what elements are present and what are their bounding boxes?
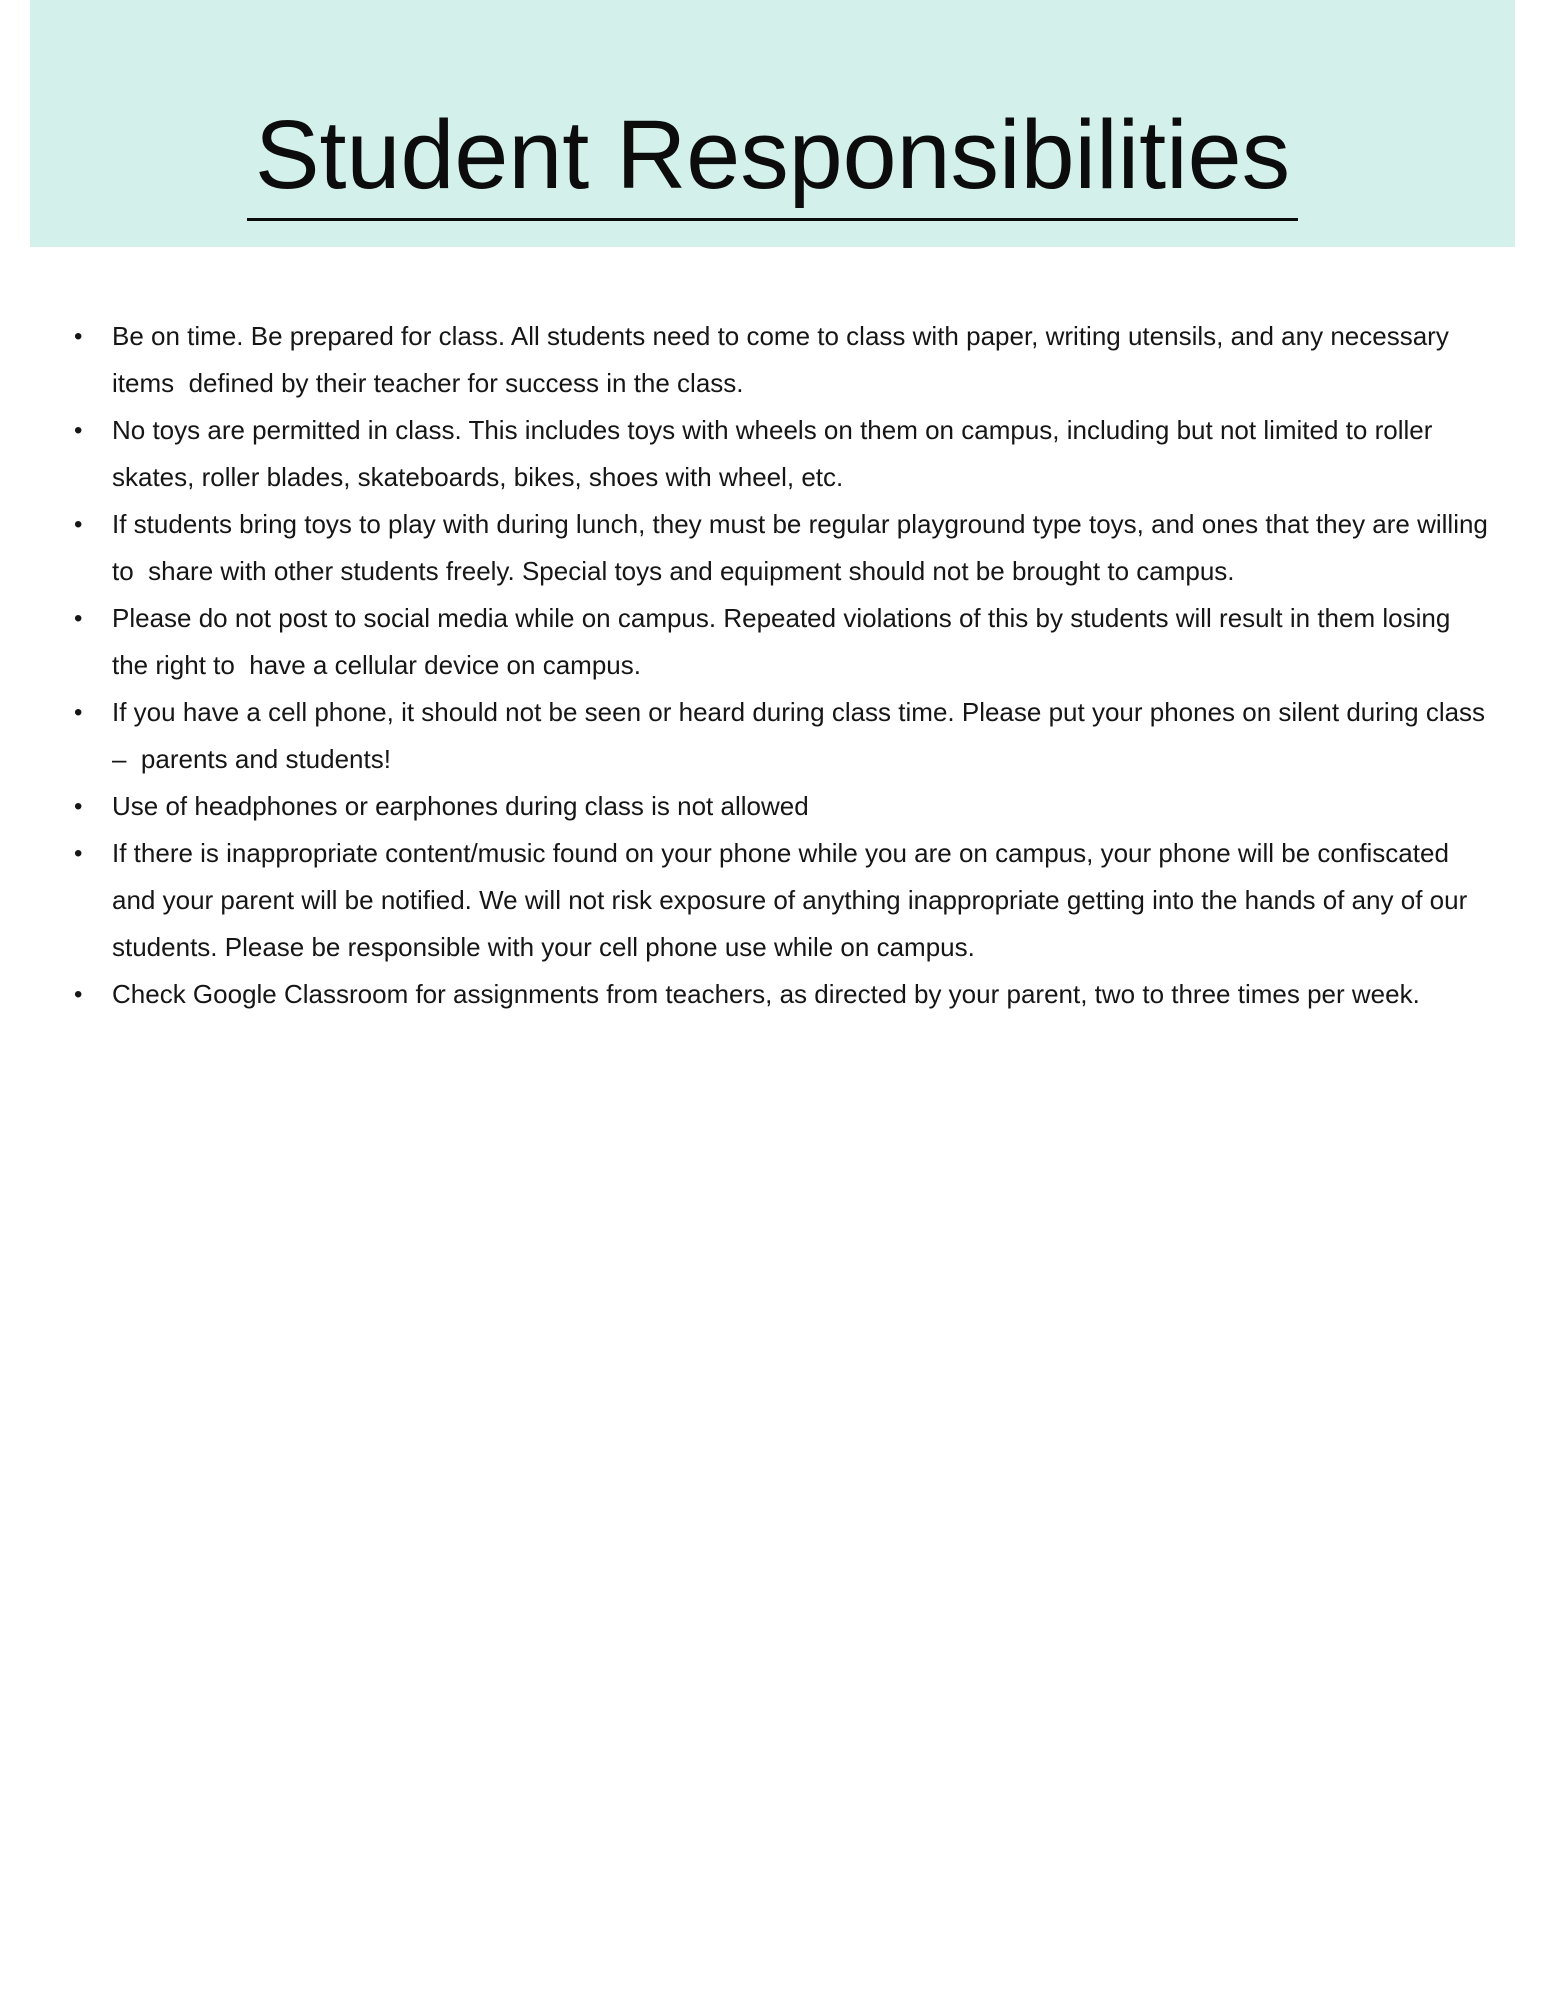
bullet-icon: • [74, 605, 83, 632]
list-item [72, 689, 1492, 783]
list-item [72, 501, 1496, 595]
page-title: Student Responsibilities [247, 104, 1298, 221]
list-item-text: Please do not post to social media while on campus. Repeated violations of this by students will result in them losing the right to have a cellular device on campus. [112, 603, 1458, 680]
list-item-text: Check Google Classroom for assignments from teachers, as directed by your parent, two to three times per week. [112, 979, 1420, 1009]
list-item-text: Use of headphones or earphones during class is not allowed [112, 791, 809, 821]
bullet-icon: • [74, 840, 83, 867]
bullet-icon: • [74, 981, 83, 1008]
list-item-text: If you have a cell phone, it should not be seen or heard during class time. Please put your phones on silent during class – parents and students! [112, 697, 1493, 774]
list-item [72, 830, 1492, 971]
bullet-icon: • [74, 699, 83, 726]
responsibilities-list [72, 313, 1496, 1018]
responsibilities-content [0, 247, 1545, 1018]
list-item [72, 595, 1492, 689]
list-item [72, 313, 1492, 407]
bullet-icon: • [74, 511, 83, 538]
title-banner [30, 0, 1515, 247]
list-item-text: If there is inappropriate content/music found on your phone while you are on campus, your phone will be confiscated and your parent will be notified. We will not risk exposure of anything inappropriate getting into the hands of any of our students. Please be responsible with your cell phone use while on campus. [112, 838, 1475, 962]
bullet-icon: • [74, 417, 83, 444]
bullet-icon: • [74, 793, 83, 820]
list-item-text: No toys are permitted in class. This includes toys with wheels on them on campus, including but not limited to roller skates, roller blades, skateboards, bikes, shoes with wheel, etc. [112, 415, 1440, 492]
list-item [72, 407, 1492, 501]
list-item [72, 783, 1492, 830]
list-item [72, 971, 1492, 1018]
list-item-text: Be on time. Be prepared for class. All students need to come to class with paper, writing utensils, and any necessary items defined by their teacher for success in the class. [112, 321, 1457, 398]
bullet-icon: • [74, 323, 83, 350]
list-item-text: If students bring toys to play with during lunch, they must be regular playground type toys, and ones that they are willing to share with other students freely. Special toys and equipment should not be brought to campus. [112, 509, 1496, 586]
